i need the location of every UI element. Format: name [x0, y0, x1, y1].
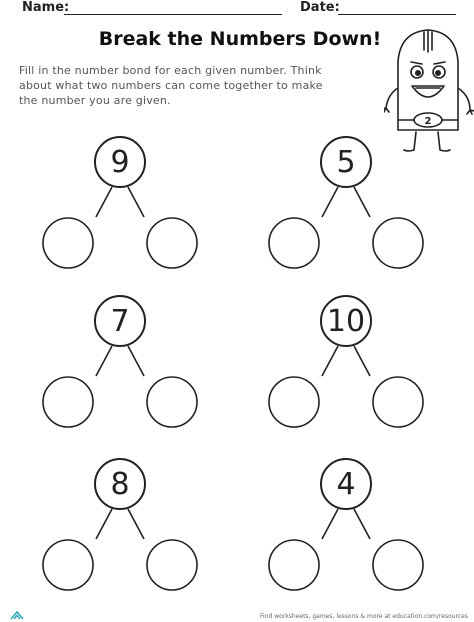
number-bond [266, 458, 426, 598]
number-bond [40, 458, 200, 598]
name-line[interactable] [64, 14, 282, 15]
whole-number-circle: 7 [94, 295, 146, 347]
part-circle-left [43, 377, 93, 427]
number-bond [40, 136, 200, 276]
whole-number-circle: 4 [320, 458, 372, 510]
date-label: Date: [300, 0, 340, 15]
whole-number-circle: 9 [94, 136, 146, 188]
part-circle-left [43, 218, 93, 268]
part-circle-left [269, 540, 319, 590]
part-circle-left [269, 218, 319, 268]
instructions [19, 63, 349, 108]
part-circle-right [373, 377, 423, 427]
number-bond [266, 136, 426, 276]
whole-number-circle: 8 [94, 458, 146, 510]
instruction-line: about what two numbers can come together to make [19, 79, 323, 92]
whole-number-circle: 10 [320, 295, 372, 347]
number-bond [40, 295, 200, 435]
date-line[interactable] [338, 14, 456, 15]
whole-number-circle: 5 [320, 136, 372, 188]
part-circle-left [269, 377, 319, 427]
part-circle-right [147, 540, 197, 590]
part-circle-right [147, 377, 197, 427]
mascot-number: 2 [424, 116, 432, 127]
part-circle-left [43, 540, 93, 590]
part-circle-right [373, 218, 423, 268]
page-title: Break the Numbers Down! [98, 28, 382, 50]
number-bond [266, 295, 426, 435]
instruction-line: Fill in the number bond for each given number. Think [19, 64, 322, 77]
footer-text: Find worksheets, games, lessons & more at education.com/resources [260, 613, 468, 620]
part-circle-right [373, 540, 423, 590]
name-label: Name: [22, 0, 70, 15]
part-circle-right [147, 218, 197, 268]
instruction-line: the number you are given. [19, 94, 171, 107]
brand-logo-icon [10, 610, 24, 620]
